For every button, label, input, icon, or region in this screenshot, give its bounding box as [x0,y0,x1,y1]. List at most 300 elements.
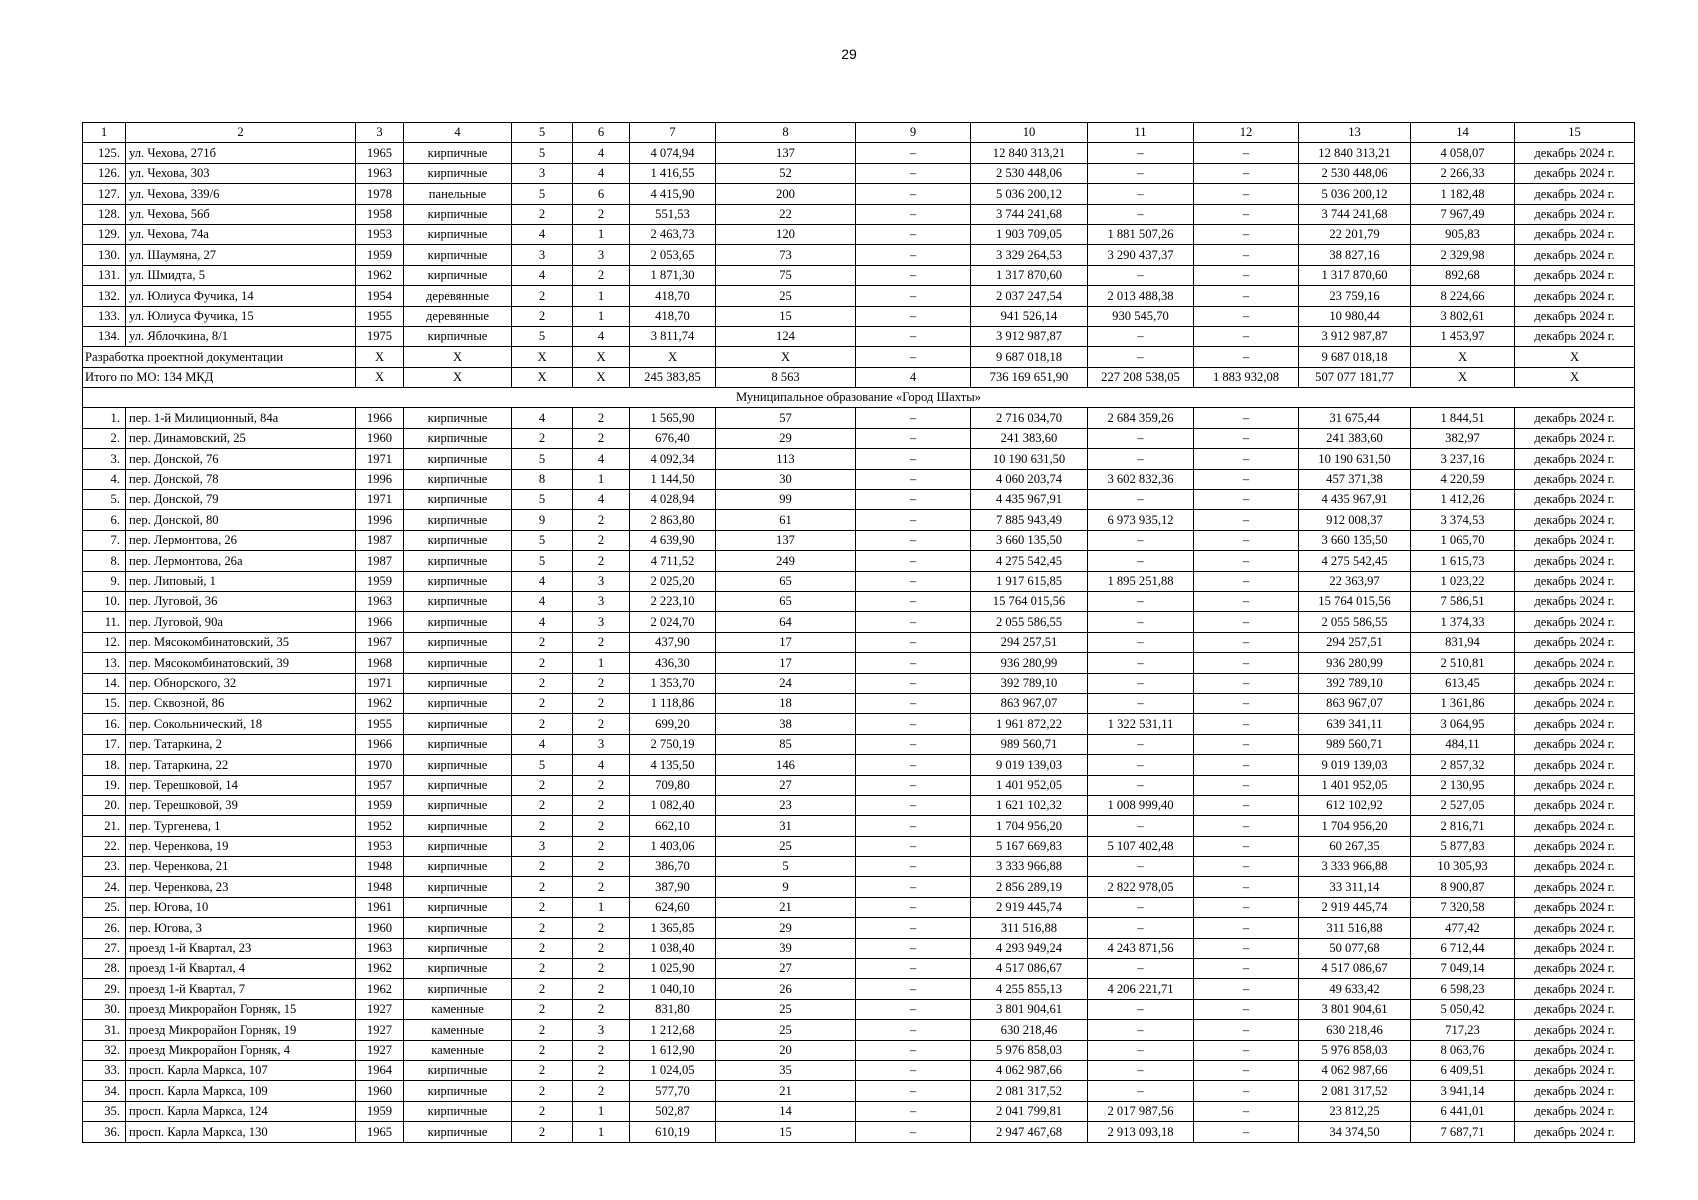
unit-cost-cell: 1 065,70 [1411,530,1515,550]
address-cell: пер. Обнорского, 32 [126,673,356,693]
col-12-value-cell: – [1194,163,1299,183]
col-9-value-cell: – [856,897,971,917]
floors-cell: 2 [512,632,573,652]
owners-cost-cell: 23 759,16 [1299,286,1411,306]
owners-cost-cell: 507 077 181,77 [1299,367,1411,387]
unit-cost-cell: 1 615,73 [1411,551,1515,571]
entrances-cell: 2 [573,265,630,285]
table-row [83,1020,1635,1040]
row-number-cell: 28. [83,959,126,979]
col-12-value-cell: – [1194,1020,1299,1040]
unit-cost-cell: 1 844,51 [1411,408,1515,428]
floors-cell: 2 [512,1122,573,1142]
floors-cell: 5 [512,490,573,510]
col-12-value-cell: – [1194,551,1299,571]
fund-cost-cell: 3 290 437,37 [1088,245,1194,265]
fund-cost-cell: 6 973 935,12 [1088,510,1194,530]
residents-cell: 21 [716,1081,856,1101]
row-number-cell: 129. [83,224,126,244]
col-12-value-cell: – [1194,816,1299,836]
wall-material-cell: кирпичные [404,673,512,693]
owners-cost-cell: 12 840 313,21 [1299,143,1411,163]
table-row [83,653,1635,673]
residents-cell: 31 [716,816,856,836]
deadline-cell: декабрь 2024 г. [1515,897,1635,917]
column-header: 1 [83,123,126,143]
col-12-value-cell: – [1194,510,1299,530]
fund-cost-cell: – [1088,530,1194,550]
deadline-cell: декабрь 2024 г. [1515,1020,1635,1040]
fund-cost-cell: – [1088,428,1194,448]
col-12-value-cell: – [1194,714,1299,734]
row-number-cell: 16. [83,714,126,734]
unit-cost-cell: 2 510,81 [1411,653,1515,673]
owners-cost-cell: 3 660 135,50 [1299,530,1411,550]
year-built-cell: 1966 [356,734,404,754]
year-built-cell: 1964 [356,1060,404,1080]
table-row [83,1040,1635,1060]
col-12-value-cell: – [1194,938,1299,958]
area-cell: 418,70 [630,286,716,306]
wall-material-cell: кирпичные [404,591,512,611]
col-9-value-cell: – [856,999,971,1019]
entrances-cell: 2 [573,632,630,652]
column-header: 9 [856,123,971,143]
total-cost-cell: 3 660 135,50 [971,530,1088,550]
table-row [83,734,1635,754]
residents-cell: 57 [716,408,856,428]
floors-cell: 2 [512,918,573,938]
col-12-value-cell: – [1194,428,1299,448]
table-row [83,449,1635,469]
residents-cell: 52 [716,163,856,183]
area-cell: 2 223,10 [630,591,716,611]
fund-cost-cell: – [1088,143,1194,163]
fund-cost-cell: – [1088,999,1194,1019]
col-12-value-cell: – [1194,918,1299,938]
deadline-cell: X [1515,347,1635,367]
floors-cell: 2 [512,999,573,1019]
owners-cost-cell: 241 383,60 [1299,428,1411,448]
residents-cell: 137 [716,530,856,550]
address-cell: просп. Карла Маркса, 124 [126,1101,356,1121]
residents-cell: 124 [716,326,856,346]
col-9-value-cell: – [856,143,971,163]
col-12-value-cell: – [1194,1040,1299,1060]
col-12-value-cell: – [1194,857,1299,877]
deadline-cell: декабрь 2024 г. [1515,184,1635,204]
floors-cell: 2 [512,1101,573,1121]
floors-cell: 2 [512,653,573,673]
table-row [83,245,1635,265]
total-cost-cell: 1 961 872,22 [971,714,1088,734]
wall-material-cell: каменные [404,1040,512,1060]
table-row [83,163,1635,183]
address-cell: пер. Лермонтова, 26 [126,530,356,550]
col-12-value-cell: – [1194,673,1299,693]
area-cell: 436,30 [630,653,716,673]
design-documentation-row-label: Разработка проектной документации [83,347,356,367]
entrances-cell: 2 [573,877,630,897]
address-cell: проезд Микрорайон Горняк, 19 [126,1020,356,1040]
residents-cell: X [716,347,856,367]
area-cell: 699,20 [630,714,716,734]
address-cell: пер. Луговой, 90а [126,612,356,632]
unit-cost-cell: 2 857,32 [1411,755,1515,775]
residents-cell: 29 [716,428,856,448]
year-built-cell: 1927 [356,999,404,1019]
entrances-cell: 2 [573,428,630,448]
col-12-value-cell: – [1194,755,1299,775]
row-number-cell: 15. [83,693,126,713]
year-built-cell: 1953 [356,836,404,856]
owners-cost-cell: 392 789,10 [1299,673,1411,693]
year-built-cell: 1927 [356,1040,404,1060]
owners-cost-cell: 4 275 542,45 [1299,551,1411,571]
unit-cost-cell: 3 374,53 [1411,510,1515,530]
unit-cost-cell: 5 877,83 [1411,836,1515,856]
year-built-cell: 1927 [356,1020,404,1040]
wall-material-cell: кирпичные [404,326,512,346]
year-built-cell: 1959 [356,795,404,815]
floors-cell: 2 [512,938,573,958]
col-9-value-cell: – [856,449,971,469]
table-row [83,551,1635,571]
table-row [83,612,1635,632]
col-9-value-cell: – [856,428,971,448]
col-9-value-cell: – [856,1020,971,1040]
column-header: 2 [126,123,356,143]
floors-cell: 8 [512,469,573,489]
year-built-cell: 1960 [356,428,404,448]
owners-cost-cell: 912 008,37 [1299,510,1411,530]
residents-cell: 18 [716,693,856,713]
deadline-cell: декабрь 2024 г. [1515,999,1635,1019]
col-12-value-cell: – [1194,612,1299,632]
residents-cell: 85 [716,734,856,754]
entrances-cell: 2 [573,1081,630,1101]
year-built-cell: 1963 [356,938,404,958]
total-cost-cell: 2 081 317,52 [971,1081,1088,1101]
deadline-cell: декабрь 2024 г. [1515,245,1635,265]
col-9-value-cell: – [856,836,971,856]
year-built-cell: 1948 [356,877,404,897]
unit-cost-cell: 477,42 [1411,918,1515,938]
housing-repair-table [82,122,1635,1143]
col-9-value-cell: – [856,530,971,550]
table-row [83,1081,1635,1101]
entrances-cell: 4 [573,449,630,469]
deadline-cell: декабрь 2024 г. [1515,530,1635,550]
address-cell: ул. Чехова, 271б [126,143,356,163]
owners-cost-cell: 630 218,46 [1299,1020,1411,1040]
wall-material-cell: кирпичные [404,877,512,897]
fund-cost-cell: – [1088,326,1194,346]
deadline-cell: декабрь 2024 г. [1515,224,1635,244]
year-built-cell: 1962 [356,265,404,285]
deadline-cell: декабрь 2024 г. [1515,591,1635,611]
owners-cost-cell: 2 055 586,55 [1299,612,1411,632]
fund-cost-cell: – [1088,612,1194,632]
area-cell: 2 750,19 [630,734,716,754]
col-9-value-cell: – [856,979,971,999]
deadline-cell: декабрь 2024 г. [1515,306,1635,326]
owners-cost-cell: 1 401 952,05 [1299,775,1411,795]
owners-cost-cell: 9 019 139,03 [1299,755,1411,775]
table-row [83,632,1635,652]
owners-cost-cell: 9 687 018,18 [1299,347,1411,367]
row-number-cell: 125. [83,143,126,163]
col-12-value-cell: – [1194,693,1299,713]
col-12-value-cell: – [1194,591,1299,611]
table-row [83,673,1635,693]
wall-material-cell: кирпичные [404,245,512,265]
unit-cost-cell: 484,11 [1411,734,1515,754]
residents-cell: 113 [716,449,856,469]
residents-cell: 5 [716,857,856,877]
table-row [83,286,1635,306]
floors-cell: 3 [512,836,573,856]
total-cost-cell: 2 055 586,55 [971,612,1088,632]
entrances-cell: 2 [573,938,630,958]
entrances-cell: 4 [573,326,630,346]
unit-cost-cell: 4 220,59 [1411,469,1515,489]
entrances-cell: 3 [573,734,630,754]
fund-cost-cell: – [1088,490,1194,510]
col-12-value-cell: – [1194,897,1299,917]
fund-cost-cell: – [1088,1040,1194,1060]
row-number-cell: 10. [83,591,126,611]
col-9-value-cell: – [856,1081,971,1101]
year-built-cell: 1953 [356,224,404,244]
deadline-cell: декабрь 2024 г. [1515,510,1635,530]
col-12-value-cell: – [1194,877,1299,897]
col-9-value-cell: – [856,653,971,673]
residents-cell: 99 [716,490,856,510]
col-12-value-cell: – [1194,449,1299,469]
owners-cost-cell: 4 435 967,91 [1299,490,1411,510]
residents-cell: 65 [716,571,856,591]
area-cell: 2 463,73 [630,224,716,244]
fund-cost-cell: 1 881 507,26 [1088,224,1194,244]
total-cost-cell: 3 801 904,61 [971,999,1088,1019]
col-9-value-cell: – [856,326,971,346]
year-built-cell: 1963 [356,591,404,611]
floors-cell: 2 [512,1020,573,1040]
area-cell: 676,40 [630,428,716,448]
area-cell: 624,60 [630,897,716,917]
table-row [83,877,1635,897]
area-cell: 1 040,10 [630,979,716,999]
col-12-value-cell: – [1194,979,1299,999]
wall-material-cell: кирпичные [404,571,512,591]
table-row [83,693,1635,713]
year-built-cell: 1958 [356,204,404,224]
address-cell: пер. Югова, 10 [126,897,356,917]
residents-cell: 9 [716,877,856,897]
row-number-cell: 17. [83,734,126,754]
owners-cost-cell: 31 675,44 [1299,408,1411,428]
entrances-cell: 3 [573,245,630,265]
design-documentation-row [83,347,1635,367]
year-built-cell: 1962 [356,693,404,713]
col-12-value-cell: – [1194,326,1299,346]
floors-cell: 4 [512,224,573,244]
year-built-cell: 1962 [356,959,404,979]
table-row [83,265,1635,285]
total-cost-cell: 936 280,99 [971,653,1088,673]
floors-cell: 4 [512,734,573,754]
floors-cell: 2 [512,775,573,795]
residents-cell: 27 [716,959,856,979]
col-9-value-cell: – [856,163,971,183]
residents-cell: 64 [716,612,856,632]
column-header: 7 [630,123,716,143]
row-number-cell: 134. [83,326,126,346]
area-cell: 1 871,30 [630,265,716,285]
entrances-cell: 2 [573,204,630,224]
col-12-value-cell: – [1194,265,1299,285]
col-9-value-cell: – [856,755,971,775]
owners-cost-cell: 10 980,44 [1299,306,1411,326]
address-cell: ул. Чехова, 339/6 [126,184,356,204]
residents-cell: 61 [716,510,856,530]
total-cost-cell: 989 560,71 [971,734,1088,754]
entrances-cell: 2 [573,551,630,571]
deadline-cell: декабрь 2024 г. [1515,1040,1635,1060]
fund-cost-cell: – [1088,775,1194,795]
wall-material-cell: каменные [404,1020,512,1040]
col-12-value-cell: – [1194,204,1299,224]
total-cost-cell: 12 840 313,21 [971,143,1088,163]
col-9-value-cell: – [856,673,971,693]
residents-cell: 25 [716,1020,856,1040]
wall-material-cell: X [404,367,512,387]
owners-cost-cell: 60 267,35 [1299,836,1411,856]
total-cost-cell: 1 917 615,85 [971,571,1088,591]
year-built-cell: 1960 [356,1081,404,1101]
area-cell: 831,80 [630,999,716,1019]
unit-cost-cell: 717,23 [1411,1020,1515,1040]
deadline-cell: декабрь 2024 г. [1515,918,1635,938]
wall-material-cell: кирпичные [404,612,512,632]
deadline-cell: декабрь 2024 г. [1515,449,1635,469]
residents-cell: 24 [716,673,856,693]
address-cell: ул. Яблочкина, 8/1 [126,326,356,346]
residents-cell: 249 [716,551,856,571]
address-cell: проезд 1-й Квартал, 23 [126,938,356,958]
column-header: 10 [971,123,1088,143]
address-cell: проезд Микрорайон Горняк, 15 [126,999,356,1019]
row-number-cell: 6. [83,510,126,530]
wall-material-cell: кирпичные [404,408,512,428]
col-12-value-cell: – [1194,245,1299,265]
table-row [83,897,1635,917]
deadline-cell: декабрь 2024 г. [1515,877,1635,897]
area-cell: 551,53 [630,204,716,224]
area-cell: 3 811,74 [630,326,716,346]
area-cell: 709,80 [630,775,716,795]
owners-cost-cell: 38 827,16 [1299,245,1411,265]
deadline-cell: декабрь 2024 г. [1515,326,1635,346]
year-built-cell: 1996 [356,469,404,489]
fund-cost-cell: 1 895 251,88 [1088,571,1194,591]
year-built-cell: 1960 [356,918,404,938]
unit-cost-cell: 6 441,01 [1411,1101,1515,1121]
total-cost-cell: 5 976 858,03 [971,1040,1088,1060]
address-cell: пер. Донской, 78 [126,469,356,489]
address-cell: пер. Черенкова, 19 [126,836,356,856]
area-cell: 577,70 [630,1081,716,1101]
entrances-cell: 1 [573,469,630,489]
year-built-cell: 1987 [356,530,404,550]
section-header-row [83,388,1635,408]
year-built-cell: 1955 [356,714,404,734]
wall-material-cell: панельные [404,184,512,204]
row-number-cell: 33. [83,1060,126,1080]
table-row [83,999,1635,1019]
row-number-cell: 32. [83,1040,126,1060]
address-cell: пер. Сокольнический, 18 [126,714,356,734]
year-built-cell: 1959 [356,1101,404,1121]
wall-material-cell: кирпичные [404,204,512,224]
table-row [83,510,1635,530]
area-cell: 1 212,68 [630,1020,716,1040]
floors-cell: 5 [512,755,573,775]
owners-cost-cell: 3 744 241,68 [1299,204,1411,224]
residents-cell: 8 563 [716,367,856,387]
wall-material-cell: кирпичные [404,836,512,856]
deadline-cell: декабрь 2024 г. [1515,653,1635,673]
address-cell: просп. Карла Маркса, 109 [126,1081,356,1101]
address-cell: пер. Татаркина, 2 [126,734,356,754]
col-9-value-cell: – [856,693,971,713]
table-row [83,591,1635,611]
area-cell: 418,70 [630,306,716,326]
row-number-cell: 1. [83,408,126,428]
col-9-value-cell: – [856,469,971,489]
owners-cost-cell: 22 201,79 [1299,224,1411,244]
fund-cost-cell: – [1088,632,1194,652]
wall-material-cell: кирпичные [404,551,512,571]
owners-cost-cell: 3 801 904,61 [1299,999,1411,1019]
unit-cost-cell: 7 687,71 [1411,1122,1515,1142]
floors-cell: 5 [512,449,573,469]
area-cell: 4 711,52 [630,551,716,571]
fund-cost-cell: 5 107 402,48 [1088,836,1194,856]
unit-cost-cell: 7 967,49 [1411,204,1515,224]
unit-cost-cell: 382,97 [1411,428,1515,448]
floors-cell: 2 [512,1040,573,1060]
row-number-cell: 25. [83,897,126,917]
entrances-cell: 1 [573,653,630,673]
area-cell: 386,70 [630,857,716,877]
deadline-cell: декабрь 2024 г. [1515,775,1635,795]
year-built-cell: 1966 [356,612,404,632]
owners-cost-cell: 5 976 858,03 [1299,1040,1411,1060]
unit-cost-cell: 8 900,87 [1411,877,1515,897]
year-built-cell: 1948 [356,857,404,877]
owners-cost-cell: 1 317 870,60 [1299,265,1411,285]
owners-cost-cell: 639 341,11 [1299,714,1411,734]
owners-cost-cell: 2 081 317,52 [1299,1081,1411,1101]
deadline-cell: декабрь 2024 г. [1515,551,1635,571]
entrances-cell: 1 [573,306,630,326]
wall-material-cell: кирпичные [404,449,512,469]
residents-cell: 35 [716,1060,856,1080]
row-number-cell: 131. [83,265,126,285]
col-9-value-cell: – [856,184,971,204]
